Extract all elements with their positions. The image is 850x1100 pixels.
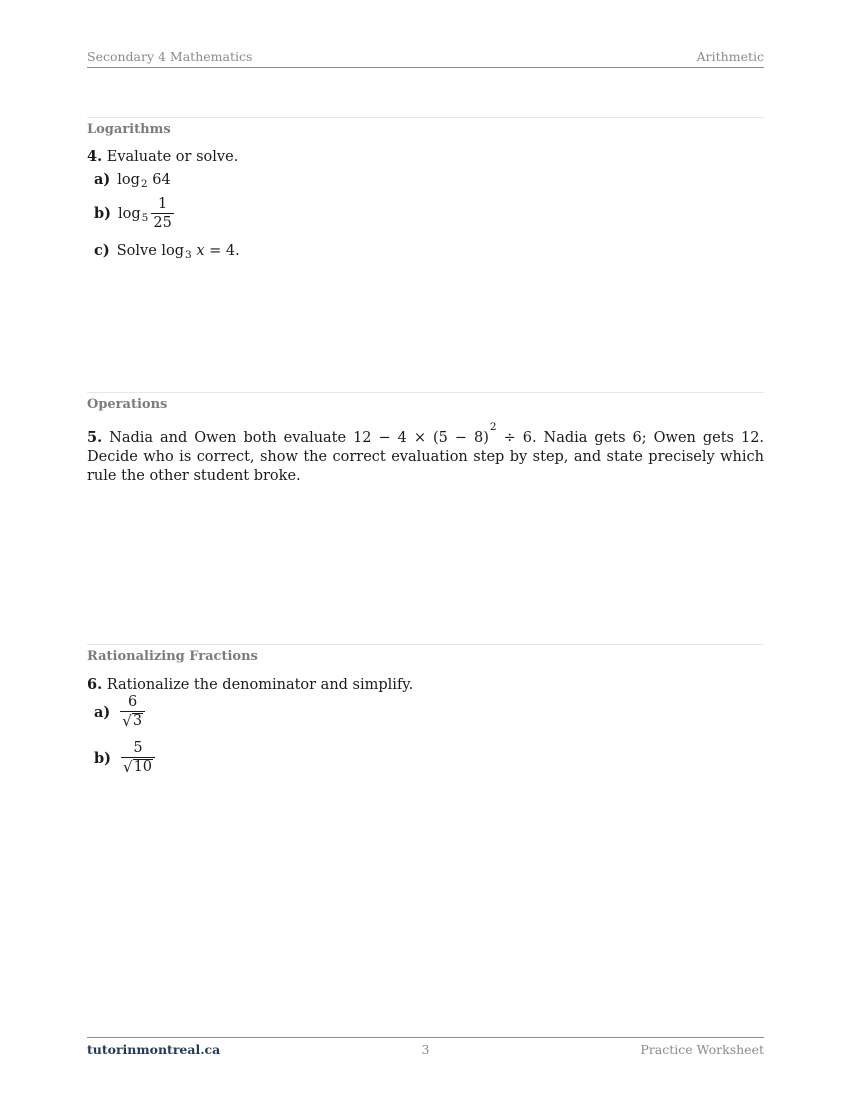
variable: x: [196, 242, 205, 259]
problem-number: 4.: [87, 148, 103, 165]
fraction: [120, 694, 145, 730]
radicand: 10: [133, 759, 153, 775]
problem-5: [87, 421, 765, 486]
section-divider: [87, 392, 764, 393]
problem-4-item-c: [94, 242, 240, 259]
log-base: 2: [140, 177, 148, 190]
item-label: a): [94, 703, 111, 721]
item-label: b): [94, 749, 111, 767]
footer-label: Practice Worksheet: [640, 1042, 764, 1057]
page-footer: [87, 1042, 764, 1057]
item-prefix: Solve: [116, 242, 157, 259]
footer-site-link[interactable]: tutorinmontreal.ca: [87, 1042, 221, 1057]
log-word: log: [117, 171, 140, 188]
topic-title: Arithmetic: [696, 49, 764, 64]
log-argument: 64: [152, 171, 171, 188]
section-title-operations: Operations: [87, 397, 168, 412]
problem-number: 5.: [87, 428, 103, 446]
fraction-numerator: 1: [157, 196, 168, 212]
problem-6-item-a: [94, 694, 145, 730]
section-title-rationalizing: Rationalizing Fractions: [87, 649, 258, 664]
log-base: 3: [185, 248, 192, 261]
fraction-denominator: [120, 711, 145, 730]
problem-number: 6.: [87, 676, 103, 693]
item-label: b): [94, 205, 111, 222]
fraction-numerator: 5: [133, 740, 143, 756]
course-title: Secondary 4 Mathematics: [87, 49, 253, 64]
radical-sign: √: [122, 712, 132, 730]
item-label: a): [94, 171, 111, 188]
fraction-denominator: 25: [153, 215, 172, 231]
section-title-logarithms: Logarithms: [87, 122, 171, 137]
problem-text: Evaluate or solve.: [106, 149, 239, 165]
problem-text-after: ÷ 6. Nadia gets 6; Owen gets 12. Decide who is correct, show the correct evaluation step by step, and state precisely which rule the other student broke.: [87, 429, 765, 484]
fraction: [151, 196, 173, 231]
square-root: [123, 759, 153, 775]
footer-divider: [87, 1037, 764, 1038]
fraction: [121, 740, 155, 776]
item-label: c): [94, 242, 110, 259]
exponent: 2: [489, 421, 497, 433]
equation-rest: = 4.: [209, 242, 240, 259]
section-divider: [87, 644, 764, 645]
running-header: [87, 49, 764, 68]
problem-4-item-b: [94, 196, 174, 231]
problem-6: [87, 675, 764, 695]
problem-text: Rationalize the denominator and simplify.: [106, 677, 414, 693]
problem-6-item-b: [94, 740, 155, 776]
log-word: log: [118, 205, 141, 222]
fraction-denominator: [121, 757, 155, 776]
section-divider: [87, 117, 764, 118]
page-number: 3: [421, 1042, 430, 1057]
log-word: log: [161, 242, 185, 259]
problem-4-item-a: [94, 171, 171, 188]
radicand: 3: [132, 713, 143, 729]
log-base: 5: [141, 211, 149, 224]
radical-sign: √: [123, 758, 133, 776]
problem-4: [87, 147, 764, 167]
fraction-numerator: 6: [128, 694, 138, 710]
square-root: [122, 713, 143, 729]
problem-text-before: Nadia and Owen both evaluate 12 − 4 × (5 − 8): [109, 429, 489, 446]
